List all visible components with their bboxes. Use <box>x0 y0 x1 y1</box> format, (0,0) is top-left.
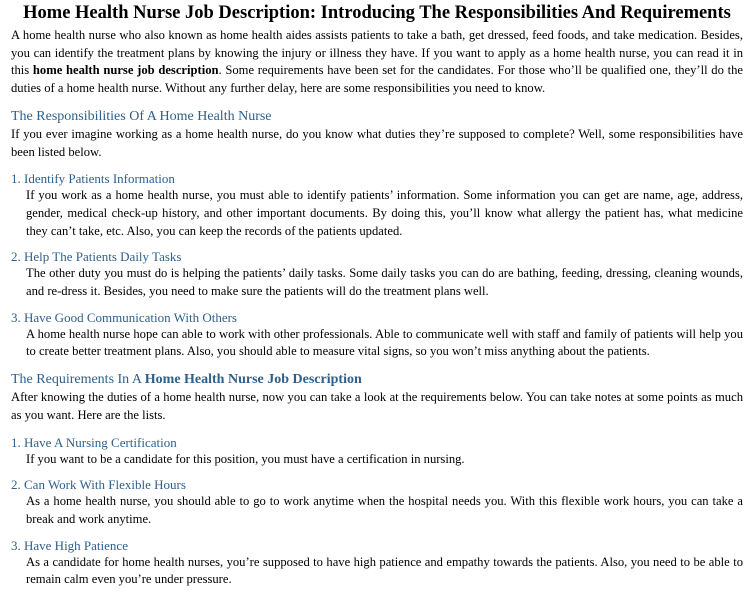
requirement-1-body: If you want to be a candidate for this position, you must have a certification in nursing. <box>26 451 465 466</box>
intro-keyword: home health nurse job description <box>32 63 219 78</box>
requirements-heading <box>11 371 743 389</box>
intro-text-2: . Some requirements have been set for the candidates. For those who’ll be qualified one, they’ll do the duties of a home health nurse. Without any further delay, here are some responsibilities you need to know. <box>11 63 743 96</box>
responsibility-3-body: A home health nurse hope can able to work with other professionals. Able to communicate well with staff and family of patients will help you to create better treatment plans. Also, you should able to measure vital signs, so you won’t miss anything about the patients. <box>26 326 743 359</box>
requirements-lead: After knowing the duties of a home health nurse, now you can take a look at the requirements below. You can take notes at some points as much as you want. Here are the lists. <box>11 390 743 422</box>
requirement-1-title: 1. Have A Nursing Certification <box>11 434 177 450</box>
requirement-3-body: As a candidate for home health nurses, you’re supposed to have high patience and empathy towards the patients. Also, you need to be able to remain calm even you’re under pressure. <box>26 554 743 587</box>
requirement-3-title: 3. Have High Patience <box>11 537 128 553</box>
requirement-2-title: 2. Can Work With Flexible Hours <box>11 477 186 493</box>
responsibility-1-title: 1. Identify Patients Information <box>11 171 175 187</box>
responsibility-3-title: 3. Have Good Communication With Others <box>11 309 237 325</box>
responsibilities-lead: If you ever imagine working as a home health nurse, do you know what duties they’re supposed to complete? Well, some responsibilities have been listed below. <box>11 126 743 159</box>
intro-paragraph <box>11 27 743 98</box>
requirement-2-body: As a home health nurse, you should able to go to work anytime when the hospital needs you. With this flexible work hours, you can take a break and work anytime. <box>26 494 743 526</box>
responsibility-2-title: 2. Help The Patients Daily Tasks <box>11 249 182 265</box>
intro-text-1: A home health nurse who also known as home health aides assists patients to take a bath, get dressed, feed foods, and take medication. Besides, you can identify the treatment plans by knowing the injury or illness they have. If you want to apply as a home health nurse, you can read it in this <box>11 28 743 78</box>
responsibilities-heading: The Responsibilities Of A Home Health Nurse <box>11 108 272 124</box>
requirements-heading-prefix: The Requirements In A <box>11 372 145 388</box>
responsibility-2-body: The other duty you must do is helping the patients’ daily tasks. Some daily tasks you can do are bathing, feeding, dressing, cleaning wounds, and re-dress it. Besides, you need to make sure the patients will do the treatment plans well. <box>26 266 743 299</box>
responsibility-1-body: If you work as a home health nurse, you must able to identify patients’ information. Some information you can get are name, age, address, gender, medical check-up history, and other important documents. By doing this, you’ll know what allergy the patient has, what medicine they can’t take, etc. Also, you can keep the records of the patients updated. <box>26 188 743 238</box>
page-title: Home Health Nurse Job Description: Introducing The Responsibilities And Requirements <box>23 3 731 23</box>
requirements-heading-keyword: Home Health Nurse Job Description <box>144 372 362 388</box>
